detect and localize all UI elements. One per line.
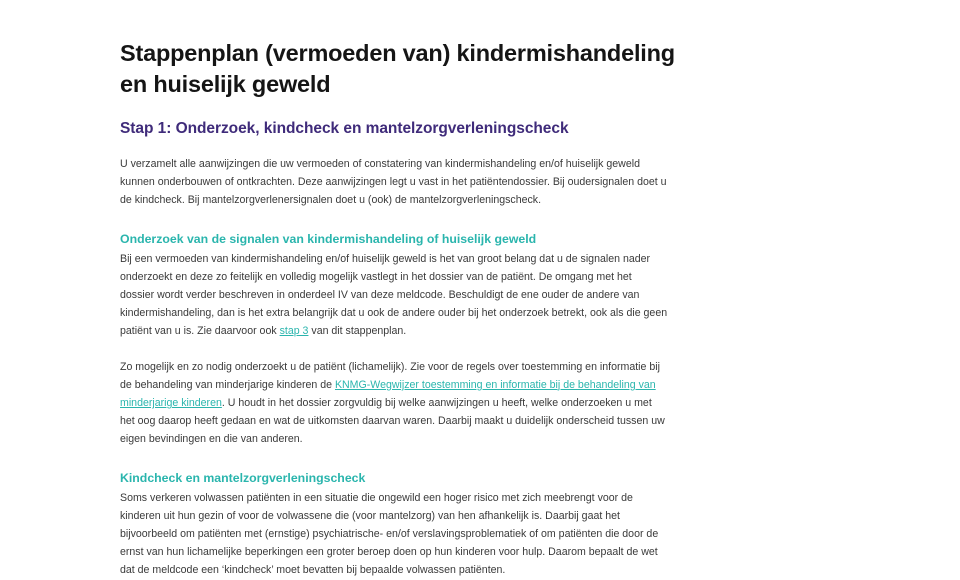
paragraph-text-segment: Bij een vermoeden van kindermishandeling en/of huiselijk geweld is het van groot belang dat u de signalen nader onderzoekt en deze zo feitelijk en volledig mogelijk vastlegt in het dossier van de patiënt. De omgang met het dossier wordt verder beschreven in onderdeel IV van deze meldcode. Beschuldigt de ene ouder de andere van kindermishandeling, dan is het extra belangrijk dat u ook de andere ouder bij het onderzoek betrekt, ook als die geen patiënt van u is. Zie daarvoor ook: [120, 252, 668, 338]
document-content: [120, 38, 682, 580]
link-knmg-wegwijzer[interactable]: KNMG-Wegwijzer toestemming en informatie bij de behandeling van minderjarige kinderen: [120, 378, 656, 410]
paragraph-text-segment: . U houdt in het dossier zorgvuldig bij welke aanwijzingen u heeft, welke onderzoeken u met het oog daarop heeft gedaan en wat de uitkomsten daarvan waren. Daarbij maakt u duidelijk onderscheid tussen uw eigen bevindingen en die van anderen.: [120, 397, 665, 446]
section-onderzoek-paragraph-1: [120, 250, 668, 341]
intro-paragraph: U verzamelt alle aanwijzingen die uw vermoeden of constatering van kindermishandeling en/of huiselijk geweld kunnen onderbouwen of ontkrachten. Deze aanwijzingen legt u vast in het patiëntendossier. Bij oudersignalen doet u de kindcheck. Bij mantelzorgverlenersignalen doet u (ook) de mantelzorgverleningscheck.: [120, 158, 667, 207]
section-heading-kindcheck: Kindcheck en mantelzorgverleningscheck: [120, 470, 366, 485]
section-onderzoek-paragraph-2: [120, 358, 668, 449]
step-heading: Stap 1: Onderzoek, kindcheck en mantelzorgverleningscheck: [120, 120, 569, 137]
paragraph-text-segment: Zo mogelijk en zo nodig onderzoekt u de patiënt (lichamelijk). Zie voor de regels over toestemming en informatie bij de behandeling van minderjarige kinderen de: [120, 360, 660, 391]
page-title: Stappenplan (vermoeden van) kindermishandeling en huiselijk geweld: [120, 40, 675, 97]
link-stap-3[interactable]: stap 3: [279, 325, 309, 338]
paragraph-text-segment: van dit stappenplan.: [308, 325, 407, 338]
section-kindcheck-paragraph-1: Soms verkeren volwassen patiënten in een situatie die ongewild een hoger risico met zich meebrengt voor de kinderen uit hun gezin of voor de volwassene die (voor mantelzorg) van hen afhankelijk is. Daarbij gaat het bijvoorbeeld om patiënten met (ernstige) psychiatrische- en/of verslavingsproblematiek of om patiënten die door de ernst van hun lichamelijke beperkingen een groter beroep doen op hun kinderen voor hulp. Daarom bepaalt de wet dat de meldcode een ‘kindcheck’ moet bevatten bij bepaalde volwassen patiënten.: [120, 491, 659, 577]
section-heading-onderzoek: Onderzoek van de signalen van kindermishandeling of huiselijk geweld: [120, 231, 537, 246]
